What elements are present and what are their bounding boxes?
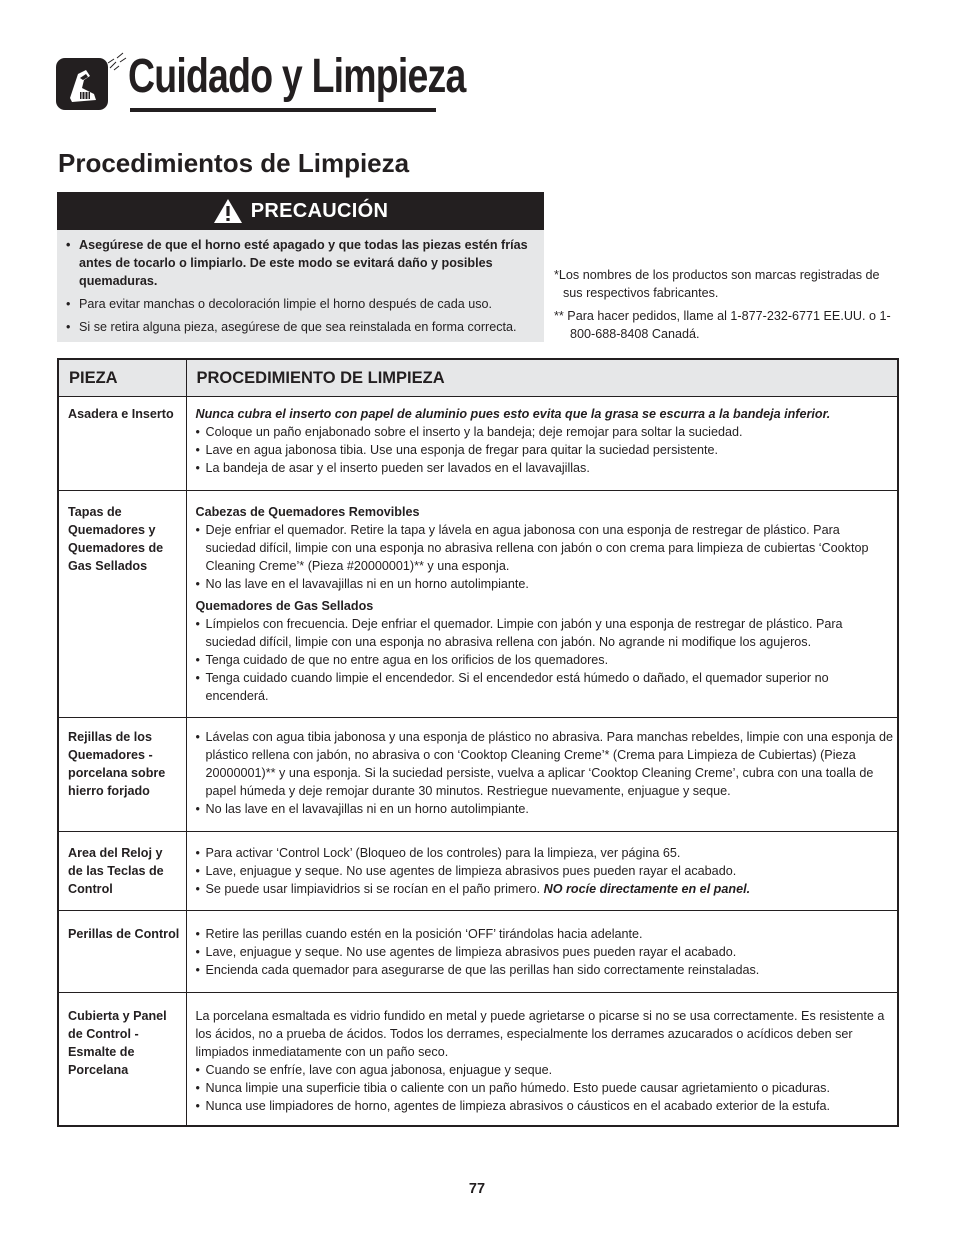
table-row [58, 397, 898, 491]
procedure-step: • Tenga cuidado de que no entre agua en los orificios de los quemadores. [206, 651, 894, 669]
caution-item: • Asegúrese de que el horno esté apagado y que todas las piezas estén frías antes de tocarlo o limpiarlo. De este modo se evitará daño y posibles quemaduras. [79, 236, 538, 290]
procedure-step: • No las lave en el lavavajillas ni en un horno autolimpiante. [206, 800, 894, 818]
table-row [58, 993, 898, 1127]
title-underline [130, 108, 436, 112]
procedure-step: • Deje enfriar el quemador. Retire la tapa y lávela en agua jabonosa con una esponja de restregar de plástico. Para suciedad difícil, limpie con una esponja no abrasiva rellena con jabón o con crema para limpieza de cubiertas ‘Cooktop Cleaning Creme’* (Pieza #20000001)** y una esponja. [206, 521, 894, 575]
procedure-cell [186, 718, 898, 832]
footnotes [554, 266, 894, 348]
procedure-step: • Cuando se enfríe, lave con agua jabonosa, enjuague y seque. [206, 1061, 894, 1079]
caution-item: • Para evitar manchas o decoloración limpie el horno después de cada uso. [79, 295, 538, 313]
procedure-cell [186, 911, 898, 993]
table-row [58, 718, 898, 832]
procedure-step: • Retire las perillas cuando estén en la posición ‘OFF’ tirándolas hacia adelante. [206, 925, 894, 943]
part-name: Perillas de Control [58, 911, 186, 993]
warning-triangle-icon [213, 198, 243, 224]
procedure-step: • Lave, enjuague y seque. No use agentes de limpieza abrasivos pues pueden rayar el acabado. [206, 862, 894, 880]
part-name: Cubierta y Panel de Control - Esmalte de Porcelana [58, 993, 186, 1127]
part-name: Tapas de Quemadores y Quemadores de Gas Sellados [58, 491, 186, 718]
procedure-description: La porcelana esmaltada es vidrio fundido en metal y puede agrietarse o picarse si no se usa correctamente. Es resistente a los ácidos, no a prueba de ácidos. Todos los derrames, especialmente los derrames azucarados o acídicos deben ser limpiados inmediatamente con un paño seco. [195, 1009, 885, 1059]
section-title: Procedimientos de Limpieza [58, 148, 410, 178]
procedure-step: • La bandeja de asar y el inserto pueden ser lavados en el lavavajillas. [206, 459, 894, 477]
procedure-warning: Nunca cubra el inserto con papel de aluminio pues esto evita que la grasa se escurra a la bandeja inferior. [195, 407, 831, 421]
caution-box [57, 192, 544, 342]
caution-label: PRECAUCIÓN [250, 199, 389, 222]
procedure-subheading: Quemadores de Gas Sellados [195, 599, 374, 613]
procedure-step: • Lave, enjuague y seque. No use agentes de limpieza abrasivos pues pueden rayar el acabado. [206, 943, 894, 961]
table-row [58, 911, 898, 993]
procedure-cell [186, 491, 898, 718]
procedure-cell [186, 832, 898, 911]
procedure-cell [186, 993, 898, 1127]
caution-list [57, 230, 544, 336]
procedure-step: • No las lave en el lavavajillas ni en un horno autolimpiante. [206, 575, 894, 593]
table-header-row [58, 359, 898, 397]
part-name: Asadera e Inserto [58, 397, 186, 491]
ordering-note: ** Para hacer pedidos, llame al 1-877-232-6771 EE.UU. o 1-800-688-8408 Canadá. [554, 309, 891, 341]
procedure-step: • Para activar ‘Control Lock’ (Bloqueo de los controles) para la limpieza, ver página 65. [206, 844, 894, 862]
procedure-step: • Lávelas con agua tibia jabonosa y una esponja de plástico no abrasiva. Para manchas rebeldes, limpie con una esponja de plástico rellena con jabón, no abrasiva o con ‘Cooktop Cleaning Creme’* (Crema para Limpieza de Cubiertas) (Pieza 20000001)** y una esponja. Si la suciedad persiste, vuelva a aplicar ‘Cooktop Cleaning Creme’, cubra con una toalla de papel húmeda y deje remojar durante 30 minutos. Restriegue nuevamente, enjuague y seque. [206, 728, 894, 800]
procedure-step: • Tenga cuidado cuando limpie el encendedor. Si el encendedor está húmedo o dañado, el quemador superior no encenderá. [206, 669, 894, 705]
procedure-subheading: Cabezas de Quemadores Removibles [195, 505, 420, 519]
column-header-part: PIEZA [58, 359, 186, 397]
part-name: Area del Reloj y de las Teclas de Control [58, 832, 186, 911]
sparkle-icon [106, 50, 128, 72]
page-title: Cuidado y Limpieza [128, 50, 466, 103]
caution-item: • Si se retira alguna pieza, asegúrese de que sea reinstalada en forma correcta. [79, 318, 538, 336]
procedure-cell [186, 397, 898, 491]
table-row [58, 832, 898, 911]
trademark-note: *Los nombres de los productos son marcas registradas de sus respectivos fabricantes. [554, 268, 880, 300]
procedure-step: • Nunca limpie una superficie tibia o caliente con un paño húmedo. Esto puede causar agrietamiento o picaduras. [206, 1079, 894, 1097]
caution-header [57, 192, 544, 230]
part-name: Rejillas de los Quemadores - porcelana sobre hierro forjado [58, 718, 186, 832]
procedure-step: • Lave en agua jabonosa tibia. Use una esponja de fregar para quitar la suciedad persistente. [206, 441, 894, 459]
procedure-step: • Encienda cada quemador para asegurarse de que las perillas han sido correctamente reinstaladas. [206, 961, 894, 979]
procedure-step: • Límpielos con frecuencia. Deje enfriar el quemador. Limpie con jabón y una esponja de restregar de plástico. Para suciedad difícil, limpie con una esponja no abrasiva rellena con jabón. No agrande ni modifique los agujeros. [206, 615, 894, 651]
procedure-emphasis: NO rocíe directamente en el panel. [543, 882, 751, 896]
cleaning-procedures-table [57, 358, 899, 1127]
column-header-procedure: PROCEDIMIENTO DE LIMPIEZA [186, 359, 898, 397]
cleaning-hand-icon [56, 58, 108, 110]
procedure-step: • Nunca use limpiadores de horno, agentes de limpieza abrasivos o cáusticos en el acabado exterior de la estufa. [206, 1097, 894, 1115]
procedure-step: • Se puede usar limpiavidrios si se rocían en el paño primero. NO rocíe directamente en el panel. [206, 880, 894, 898]
table-row [58, 491, 898, 718]
page-number: 77 [468, 1181, 486, 1197]
procedure-step: • Coloque un paño enjabonado sobre el inserto y la bandeja; deje remojar para soltar la suciedad. [206, 423, 894, 441]
